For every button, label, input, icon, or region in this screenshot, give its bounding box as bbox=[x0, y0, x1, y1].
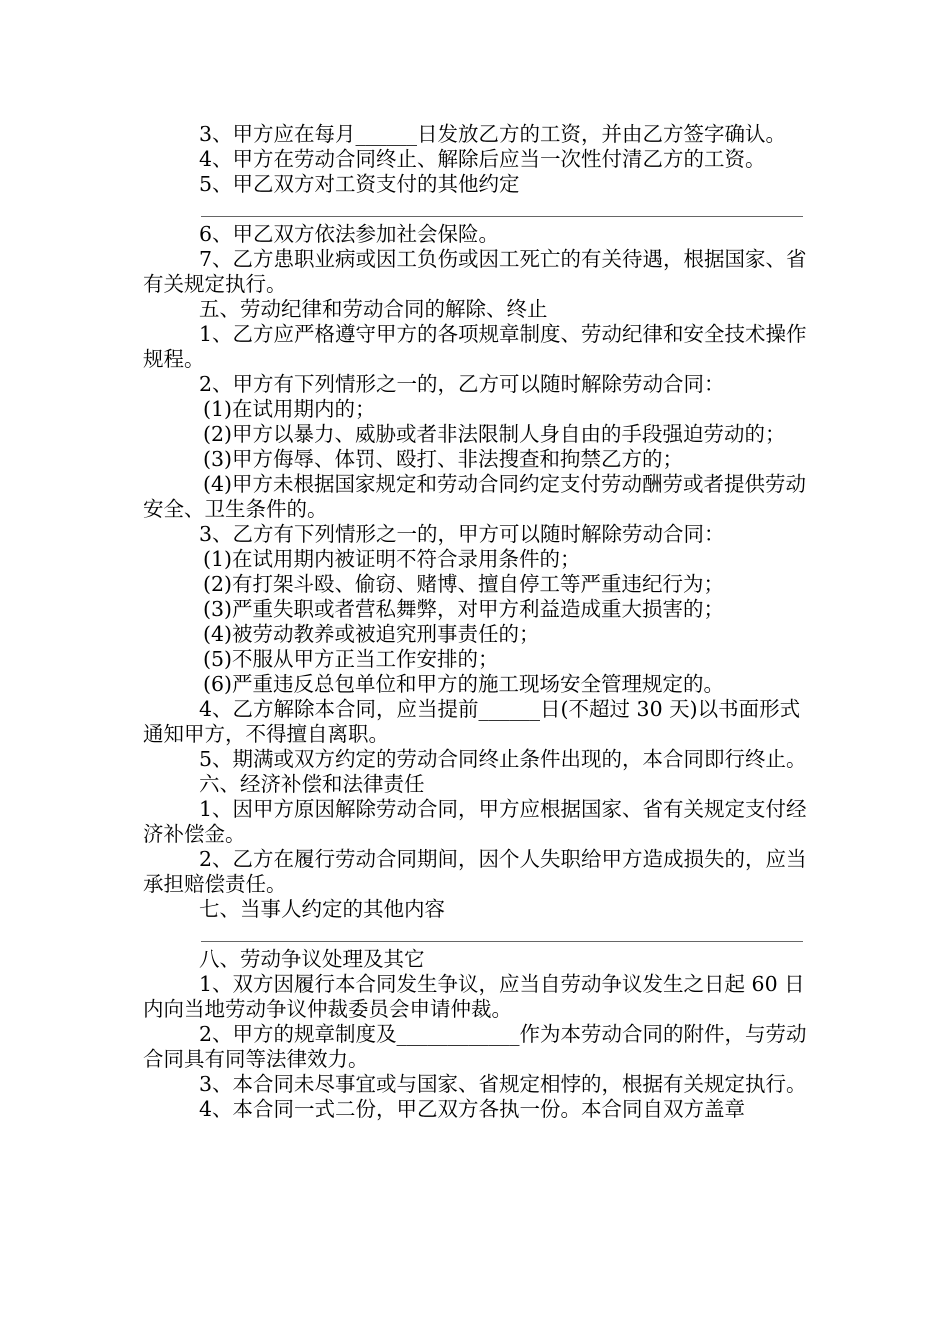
list-item: (1)在试用期内被证明不符合录用条件的； bbox=[203, 547, 581, 571]
list-item: (3)严重失职或者营私舞弊，对甲方利益造成重大损害的； bbox=[203, 597, 725, 621]
paragraph-8-3: 3、本合同未尽事宜或与国家、省规定相悖的，根据有关规定执行。 bbox=[199, 1072, 807, 1096]
list-item: (5)不服从甲方正当工作安排的； bbox=[203, 647, 499, 671]
paragraph-social-insurance: 6、甲乙双方依法参加社会保险。 bbox=[199, 222, 500, 246]
list-item: (4)被劳动教养或被追究刑事责任的； bbox=[203, 622, 540, 646]
paragraph-8-2: 2、甲方的规章制度及____________作为本劳动合同的附件，与劳动合同具有同等法律效力。 bbox=[143, 1022, 807, 1071]
paragraph-final-wage: 4、甲方在劳动合同终止、解除后应当一次性付清乙方的工资。 bbox=[199, 147, 766, 171]
section-heading-5: 五、劳动纪律和劳动合同的解除、终止 bbox=[199, 297, 548, 321]
paragraph-6-1: 1、因甲方原因解除劳动合同，甲方应根据国家、省有关规定支付经济补偿金。 bbox=[143, 797, 807, 846]
paragraph-5-5: 5、期满或双方约定的劳动合同终止条件出现的，本合同即行终止。 bbox=[199, 747, 807, 771]
paragraph-8-4: 4、本合同一式二份，甲乙双方各执一份。本合同自双方盖章 bbox=[199, 1097, 746, 1121]
list-item: (4)甲方未根据国家规定和劳动合同约定支付劳动酬劳或者提供劳动安全、卫生条件的。 bbox=[143, 472, 807, 521]
list-item: (1)在试用期内的； bbox=[203, 397, 376, 421]
document-body bbox=[143, 122, 813, 1122]
list-item: (2)有打架斗殴、偷窃、赌博、擅自停工等严重违纪行为； bbox=[203, 572, 725, 596]
section-heading-7: 七、当事人约定的其他内容 bbox=[199, 897, 445, 921]
blank-line bbox=[143, 197, 813, 222]
paragraph-5-3: 3、乙方有下列情形之一的，甲方可以随时解除劳动合同： bbox=[199, 522, 725, 546]
list-item: (3)甲方侮辱、体罚、殴打、非法搜查和拘禁乙方的； bbox=[203, 447, 684, 471]
paragraph-5-4: 4、乙方解除本合同，应当提前______日(不超过 30 天)以书面形式通知甲方，不得擅自离职。 bbox=[143, 697, 801, 746]
paragraph-wage-payday: 3、甲方应在每月______日发放乙方的工资，并由乙方签字确认。 bbox=[199, 122, 787, 146]
section-heading-6: 六、经济补偿和法律责任 bbox=[199, 772, 425, 796]
paragraph-occupational-injury: 7、乙方患职业病或因工负伤或因工死亡的有关待遇，根据国家、省有关规定执行。 bbox=[143, 247, 807, 296]
section-heading-8: 八、劳动争议处理及其它 bbox=[199, 947, 425, 971]
paragraph-5-1: 1、乙方应严格遵守甲方的各项规章制度、劳动纪律和安全技术操作规程。 bbox=[143, 322, 807, 371]
paragraph-5-2: 2、甲方有下列情形之一的，乙方可以随时解除劳动合同： bbox=[199, 372, 725, 396]
paragraph-other-wage-terms: 5、甲乙双方对工资支付的其他约定 bbox=[199, 172, 520, 196]
list-item: (2)甲方以暴力、威胁或者非法限制人身自由的手段强迫劳动的； bbox=[203, 422, 786, 446]
paragraph-8-1: 1、双方因履行本合同发生争议，应当自劳动争议发生之日起 60 日内向当地劳动争议仲裁委员会申请仲裁。 bbox=[143, 972, 805, 1021]
blank-line bbox=[143, 922, 813, 947]
paragraph-6-2: 2、乙方在履行劳动合同期间，因个人失职给甲方造成损失的，应当承担赔偿责任。 bbox=[143, 847, 807, 896]
list-item: (6)严重违反总包单位和甲方的施工现场安全管理规定的。 bbox=[203, 672, 725, 696]
